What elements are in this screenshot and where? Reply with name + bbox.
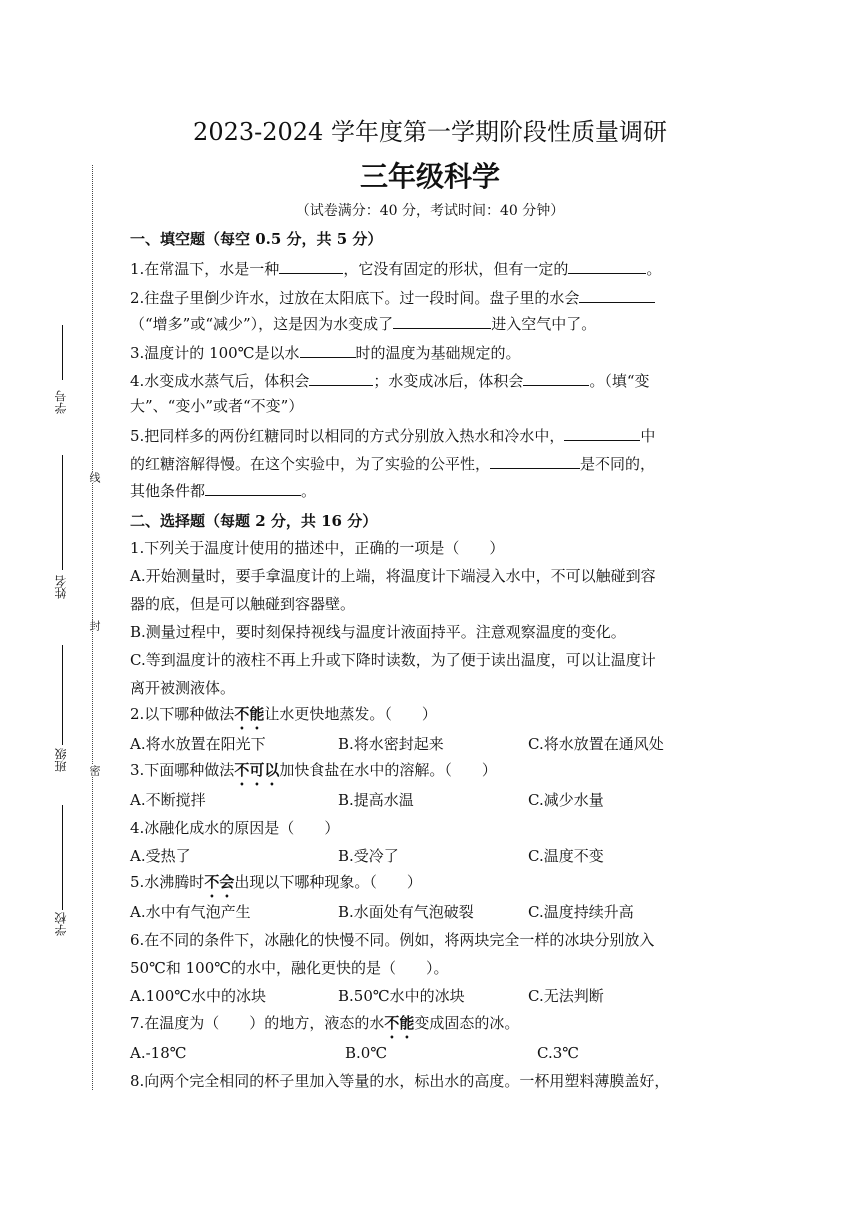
s1-q4-text-a: 4.水变成水蒸气后，体积会: [130, 372, 310, 390]
student-id-label: 学号: [54, 390, 68, 414]
s1-q5-text-b: 中: [640, 427, 656, 445]
s2-q5-emphasis: 不会: [204, 873, 235, 891]
s2-q4: 4.冰融化成水的原因是（ ）: [130, 819, 340, 837]
s2-q7-option-b: B.0℃: [345, 1044, 388, 1062]
section2-heading: 二、选择题（每题 2 分，共 16 分）: [130, 512, 378, 530]
exam-subtitle: 三年级科学: [359, 160, 500, 193]
s1-q2-line2: [130, 313, 596, 334]
s2-q6-line1: 6.在不同的条件下，冰融化的快慢不同。例如，将两块完全一样的冰块分别放入: [130, 931, 655, 949]
answer-blank[interactable]: [300, 342, 356, 358]
s1-q3-text-a: 3.温度计的 100℃是以水: [130, 344, 300, 362]
s1-q1-text-c: 。: [646, 260, 662, 278]
s1-q5-text-a: 5.把同样多的两份红糖同时以相同的方式分别放入热水和冷水中，: [130, 427, 565, 445]
answer-blank[interactable]: [523, 370, 589, 386]
exam-meta: （试卷满分：40 分，考试时间：40 分钟）: [295, 203, 565, 219]
s1-q5-line1: [130, 425, 655, 446]
s2-q7-option-a: A.-18℃: [130, 1044, 187, 1062]
s2-q6-option-c: C.无法判断: [528, 987, 604, 1005]
s2-q3: [130, 760, 497, 789]
s2-q1-option-a-line2: 器的底，但是可以触碰到容器壁。: [130, 595, 356, 613]
s1-q5-text-e: 其他条件都: [130, 482, 206, 500]
s2-q2-option-c: C.将水放置在通风处: [528, 735, 664, 753]
s2-q2-option-b: B.将水密封起来: [338, 735, 444, 753]
s2-q2-emphasis: 不能: [234, 705, 265, 723]
s1-q5-line3: [130, 480, 316, 501]
s2-q3-text-a: 3.下面哪种做法: [130, 761, 235, 779]
s1-q1-text-b: ，它没有固定的形状，但有一定的: [343, 260, 569, 278]
s2-q7: [130, 1013, 519, 1042]
answer-blank[interactable]: [490, 453, 580, 469]
s1-q2-text-b: （“增多”或“减少”），这是因为水变成了: [130, 315, 394, 333]
s2-q5: [130, 872, 422, 901]
s1-q1-text-a: 1.在常温下，水是一种: [130, 260, 280, 278]
s1-q1: [130, 258, 661, 279]
s2-q5-text-b: 出现以下哪种现象。（ ）: [234, 873, 422, 891]
s2-q1: 1.下列关于温度计使用的描述中，正确的一项是（ ）: [130, 539, 505, 557]
s2-q4-option-c: C.温度不变: [528, 847, 604, 865]
s2-q2-text-b: 让水更快地蒸发。（ ）: [264, 705, 437, 723]
s2-q1-option-b: B.测量过程中，要时刻保持视线与温度计液面持平。注意观察温度的变化。: [130, 623, 626, 641]
s1-q2-text-c: 进入空气中了。: [491, 315, 597, 333]
s2-q5-option-b: B.水面处有气泡破裂: [338, 903, 474, 921]
s2-q2-option-a: A.将水放置在阳光下: [130, 735, 266, 753]
s1-q5-text-d: 是不同的，: [580, 455, 656, 473]
s1-q4-text-b: ；水变成冰后，体积会: [373, 372, 524, 390]
s2-q5-option-c: C.温度持续升高: [528, 903, 634, 921]
answer-blank[interactable]: [393, 313, 491, 329]
s2-q4-option-a: A.受热了: [130, 847, 191, 865]
s1-q5-text-f: 。: [301, 482, 317, 500]
class-label: 班级: [54, 748, 68, 772]
s2-q3-option-c: C.减少水量: [528, 791, 604, 809]
answer-blank[interactable]: [309, 370, 373, 386]
seal-line-char: 线: [88, 472, 101, 483]
answer-blank[interactable]: [568, 258, 646, 274]
answer-blank[interactable]: [279, 258, 343, 274]
s1-q3-text-b: 时的温度为基础规定的。: [355, 344, 521, 362]
answer-blank[interactable]: [205, 480, 301, 496]
name-line: [62, 455, 63, 570]
s2-q1-option-c-line1: C.等到温度计的液柱不再上升或下降时读数，为了便于读出温度，可以让温度计: [130, 651, 656, 669]
school-label: 学校: [54, 912, 68, 936]
s2-q2: [130, 704, 437, 733]
seal-secret-char: 密: [88, 765, 101, 776]
s2-q3-option-a: A.不断搅拌: [130, 791, 206, 809]
exam-title: 2023-2024 学年度第一学期阶段性质量调研: [193, 118, 667, 146]
s2-q7-text-b: 变成固态的冰。: [414, 1014, 520, 1032]
s1-q4-line1: [130, 370, 650, 391]
s2-q5-text-a: 5.水沸腾时: [130, 873, 205, 891]
s2-q7-option-c: C.3℃: [537, 1044, 580, 1062]
class-line: [62, 645, 63, 745]
s2-q6-line2: 50℃和 100℃的水中，融化更快的是（ ）。: [130, 959, 449, 977]
seal-seal-char: 封: [88, 620, 101, 631]
s2-q7-emphasis: 不能: [384, 1014, 415, 1032]
s1-q3: [130, 342, 521, 363]
s1-q4-text-c: 。（填“变: [589, 372, 650, 390]
s2-q7-text-a: 7.在温度为（ ）的地方，液态的水: [130, 1014, 385, 1032]
s1-q5-line2: [130, 453, 655, 474]
s2-q1-option-c-line2: 离开被测液体。: [130, 679, 236, 697]
s2-q1-option-a-line1: A.开始测量时，要手拿温度计的上端，将温度计下端浸入水中，不可以触碰到容: [130, 567, 656, 585]
s2-q8: 8.向两个完全相同的杯子里加入等量的水，标出水的高度。一杯用塑料薄膜盖好，: [130, 1072, 670, 1090]
s2-q3-emphasis: 不可以: [234, 761, 280, 779]
section1-heading: 一、填空题（每空 0.5 分，共 5 分）: [130, 230, 383, 248]
s1-q2-text-a: 2.往盘子里倒少许水，过放在太阳底下。过一段时间。盘子里的水会: [130, 289, 580, 307]
s2-q3-option-b: B.提高水温: [338, 791, 414, 809]
s2-q4-option-b: B.受冷了: [338, 847, 399, 865]
s2-q5-option-a: A.水中有气泡产生: [130, 903, 251, 921]
s1-q4-line2: 大”、“变小”或者“不变”）: [130, 397, 304, 415]
s2-q6-option-a: A.100℃水中的冰块: [130, 987, 267, 1005]
s1-q5-text-c: 的红糖溶解得慢。在这个实验中，为了实验的公平性，: [130, 455, 491, 473]
name-label: 姓名: [54, 575, 68, 599]
answer-blank[interactable]: [579, 287, 655, 303]
answer-blank[interactable]: [564, 425, 640, 441]
student-id-line: [62, 325, 63, 380]
s2-q6-option-b: B.50℃水中的冰块: [338, 987, 465, 1005]
s1-q2-line1: [130, 287, 655, 308]
s2-q3-text-b: 加快食盐在水中的溶解。（ ）: [279, 761, 497, 779]
school-line: [62, 805, 63, 910]
s2-q2-text-a: 2.以下哪种做法: [130, 705, 235, 723]
